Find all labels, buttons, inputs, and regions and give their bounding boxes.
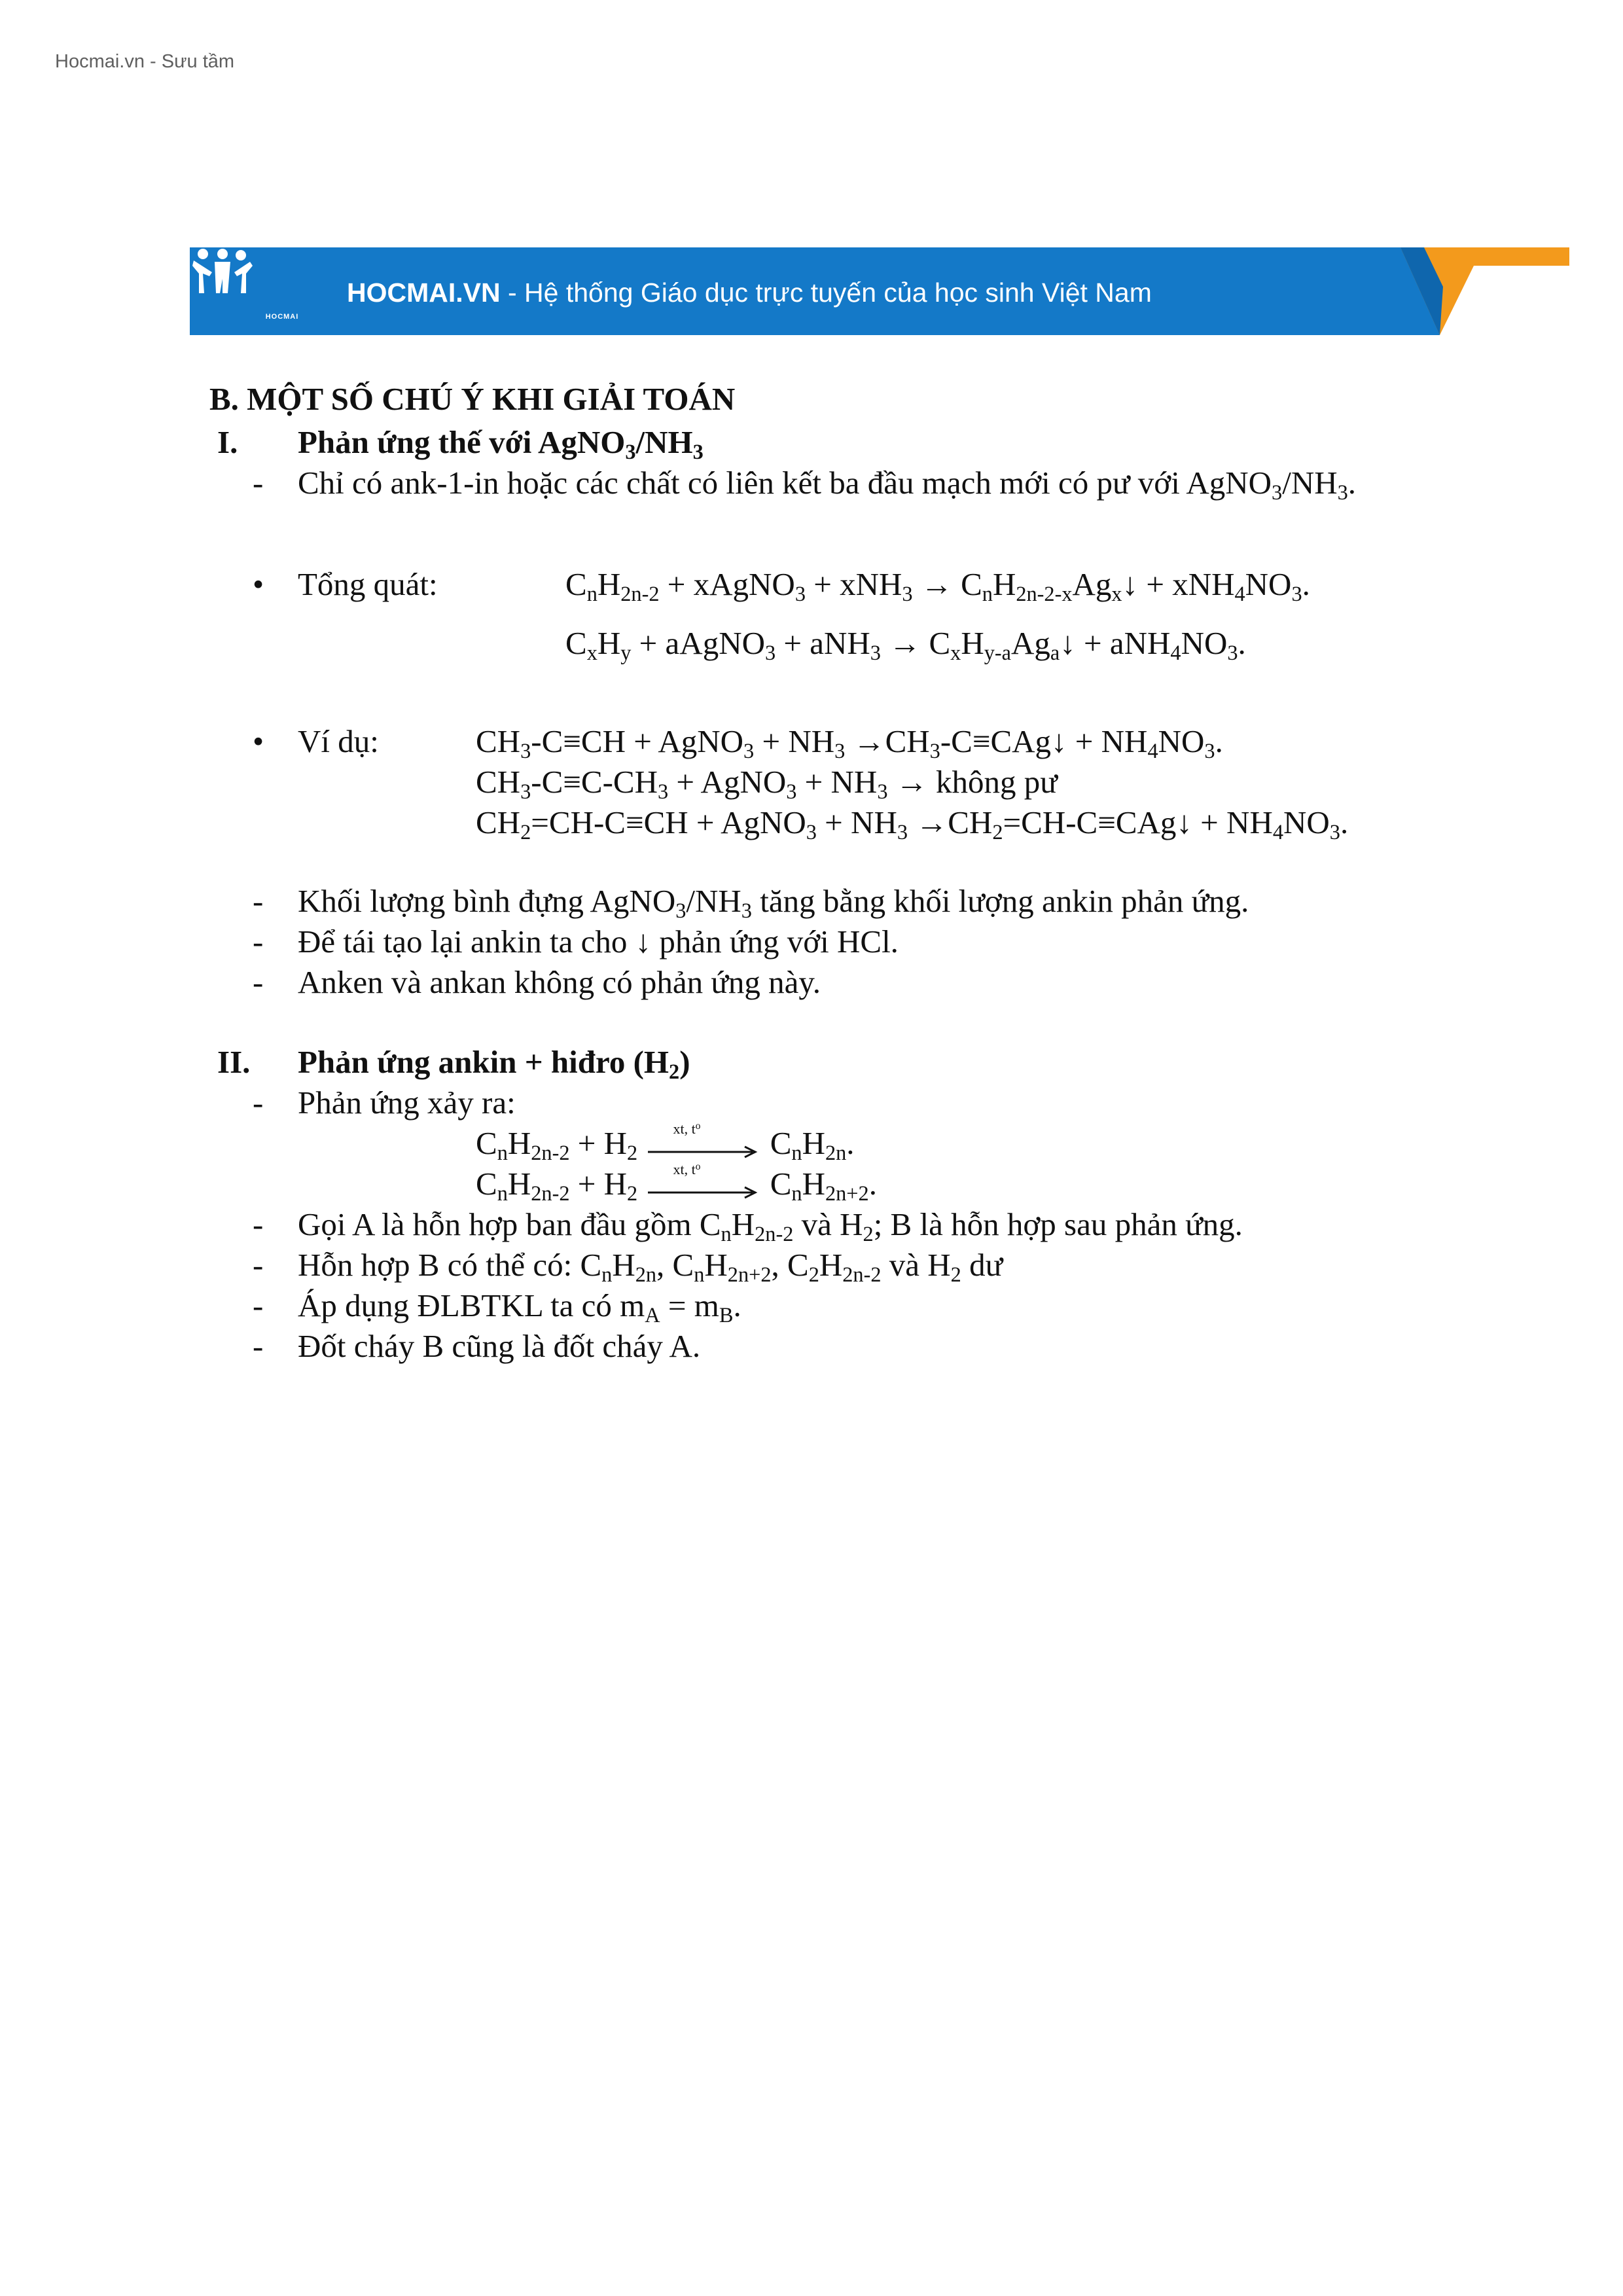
subscript: 2n-2 <box>531 1141 570 1165</box>
text-run: /NH <box>1282 465 1338 501</box>
text-run: + aAgNO <box>631 625 765 661</box>
text-run: C <box>770 1166 792 1202</box>
subscript: 3 <box>877 780 888 804</box>
text-run: C <box>770 1125 792 1161</box>
text-run: C <box>476 1166 497 1202</box>
part2-bullet-4: Đốt cháy B cũng là đốt cháy A. <box>298 1328 701 1364</box>
subscript: 2 <box>992 820 1003 844</box>
text-run: + H <box>569 1125 628 1161</box>
text-run: C <box>565 625 587 661</box>
subscript: x <box>586 641 597 665</box>
subscript: 3 <box>806 820 817 844</box>
eq1-left <box>476 1125 638 1165</box>
dash: - <box>253 1085 264 1121</box>
subscript: y <box>620 641 632 665</box>
logo-word: HOCMAI <box>265 313 299 321</box>
subscript: 2n <box>635 1263 657 1287</box>
subscript: 3 <box>897 820 908 844</box>
part1-bullet-2: Để tái tạo lại ankin ta cho ↓ phản ứng với HCl. <box>298 924 899 960</box>
banner-text <box>347 278 1152 308</box>
text-run: CH <box>476 723 521 759</box>
text-run: NO <box>1245 566 1292 602</box>
text-run: =CH-C≡CH + AgNO <box>531 804 806 840</box>
subscript: 3 <box>692 440 704 464</box>
text-run: = m <box>660 1287 719 1323</box>
text-run: Hỗn hợp B có thể có: C <box>298 1247 602 1283</box>
subscript: n <box>497 1141 508 1165</box>
subscript: 3 <box>1272 480 1283 505</box>
text-run: . <box>846 1125 855 1161</box>
text-run: H <box>802 1125 825 1161</box>
subscript: a <box>1050 641 1060 665</box>
banner-tagline: - Hệ thống Giáo dục trực tuyến của học sinh Việt Nam <box>500 278 1152 308</box>
arrow-label-sup: o <box>695 1120 701 1132</box>
text-run: + aNH <box>776 625 870 661</box>
text-run: NO <box>1158 723 1205 759</box>
subscript: x <box>950 641 961 665</box>
part2-bullet-3 <box>298 1287 741 1327</box>
eq2-left <box>476 1166 638 1206</box>
subscript: 2 <box>627 1181 638 1206</box>
subscript: n <box>497 1181 508 1206</box>
subscript: n <box>791 1181 802 1206</box>
text-run: dư <box>961 1247 1003 1283</box>
text-run: Gọi A là hỗn hợp ban đầu gồm C <box>298 1206 721 1242</box>
text-run: Ag <box>1011 625 1050 661</box>
subscript: 3 <box>786 780 797 804</box>
text-run: + NH <box>754 723 835 759</box>
text-run: . <box>1215 723 1223 759</box>
text-run: và H <box>793 1206 863 1242</box>
text-run: C <box>565 566 587 602</box>
bullet-dot: • <box>253 566 264 602</box>
text-run: H <box>597 566 621 602</box>
subscript: 2 <box>669 1060 680 1084</box>
part2-intro: Phản ứng xảy ra: <box>298 1085 516 1121</box>
text-run: . <box>733 1287 741 1323</box>
subscript: 2 <box>863 1222 874 1246</box>
part1-bullet-3: Anken và ankan không có phản ứng này. <box>298 964 821 1000</box>
dash: - <box>253 1247 264 1283</box>
subscript: n <box>791 1141 802 1165</box>
subscript: 4 <box>1272 820 1284 844</box>
text-run: NO <box>1283 804 1330 840</box>
dash: - <box>253 964 264 1000</box>
subscript: 4 <box>1170 641 1181 665</box>
text-run: H <box>802 1166 825 1202</box>
text-run: Phản ứng ankin + hiđro (H <box>298 1044 669 1080</box>
subscript: 2n-2 <box>620 582 660 606</box>
text-run: . <box>1302 566 1310 602</box>
text-run: , C <box>656 1247 694 1283</box>
bullet-dot: • <box>253 723 264 759</box>
part1-bullet-1 <box>298 883 1249 923</box>
dash: - <box>253 1328 264 1364</box>
subscript: n <box>694 1263 705 1287</box>
text-run: + NH <box>816 804 897 840</box>
text-run: H <box>819 1247 843 1283</box>
text-run: Ag <box>1072 566 1112 602</box>
text-run: H <box>961 625 984 661</box>
text-run: /NH <box>686 883 741 919</box>
text-run: H <box>597 625 621 661</box>
subscript: B <box>719 1303 734 1327</box>
text-run: + H <box>569 1166 628 1202</box>
subscript: n <box>601 1263 613 1287</box>
subscript: 2n-2 <box>755 1222 794 1246</box>
subscript: 4 <box>1234 582 1245 606</box>
subscript: 2n+2 <box>825 1181 869 1206</box>
general-equation-2 <box>565 625 1246 665</box>
part2-title <box>298 1044 690 1084</box>
brand-name: HOCMAI.VN <box>347 278 501 308</box>
eq1-right <box>770 1125 855 1165</box>
subscript: 3 <box>834 739 846 763</box>
eq2-right <box>770 1166 877 1206</box>
text-run: ; B là hỗn hợp sau phản ứng. <box>873 1206 1243 1242</box>
dash: - <box>253 465 264 501</box>
subscript: 3 <box>1291 582 1302 606</box>
subscript: 2n-2-x <box>1016 582 1073 606</box>
arrow-label <box>673 1122 700 1136</box>
subscript: 2 <box>520 820 531 844</box>
subscript: 2n-2 <box>531 1181 570 1206</box>
hocmai-logo-icon <box>190 247 253 304</box>
subscript: 3 <box>794 582 806 606</box>
subscript: 3 <box>520 739 531 763</box>
subscript: n <box>982 582 993 606</box>
part2-bullet-2 <box>298 1247 1003 1287</box>
text-run: + AgNO <box>668 764 787 800</box>
text-run: ) <box>679 1044 690 1080</box>
text-run: → C <box>912 566 982 602</box>
part1-number: I. <box>217 424 238 460</box>
text-run: ↓ + xNH <box>1122 566 1235 602</box>
reaction-arrow <box>648 1120 759 1160</box>
subscript: 2n+2 <box>727 1263 772 1287</box>
example-equation-1 <box>476 723 1223 763</box>
text-run: C <box>476 1125 497 1161</box>
arrow-label <box>673 1162 700 1177</box>
subscript: 3 <box>1337 480 1348 505</box>
text-run: -C≡CAg↓ + NH <box>940 723 1148 759</box>
subscript: 3 <box>625 440 636 464</box>
subscript: 2n <box>825 1141 847 1165</box>
text-run: Áp dụng ĐLBTKL ta có m <box>298 1287 645 1323</box>
subscript: 2n-2 <box>842 1263 882 1287</box>
subscript: x <box>1111 582 1122 606</box>
text-run: + xAgNO <box>659 566 795 602</box>
part2-bullet-1 <box>298 1206 1243 1246</box>
text-run: H <box>992 566 1016 602</box>
text-run: + xNH <box>805 566 902 602</box>
arrow-label-text: xt, t <box>673 1120 696 1137</box>
subscript: 2 <box>627 1141 638 1165</box>
subscript: 3 <box>657 780 669 804</box>
dash: - <box>253 1206 264 1242</box>
text-run: /NH <box>635 424 693 460</box>
dash: - <box>253 924 264 960</box>
reaction-arrow <box>648 1160 759 1200</box>
subscript: 3 <box>870 641 881 665</box>
hydrogenation-equation-2 <box>476 1160 877 1206</box>
subscript: 2 <box>808 1263 819 1287</box>
text-run: -C≡CH + AgNO <box>531 723 744 759</box>
text-run: NO <box>1181 625 1228 661</box>
subscript: 2 <box>950 1263 961 1287</box>
subscript: 3 <box>764 641 776 665</box>
subscript: y-a <box>984 641 1011 665</box>
section-title: B. MỘT SỐ CHÚ Ý KHI GIẢI TOÁN <box>209 381 736 417</box>
arrow-label-sup: o <box>695 1160 701 1172</box>
subscript: 3 <box>1329 820 1340 844</box>
text-run: → không pư <box>887 764 1058 800</box>
text-run: Phản ứng thế với AgNO <box>298 424 626 460</box>
text-run: H <box>731 1206 755 1242</box>
arrow-label-text: xt, t <box>673 1160 696 1177</box>
part1-note <box>298 465 1357 505</box>
hydrogenation-equation-1 <box>476 1120 855 1165</box>
right-arrow-icon <box>648 1186 759 1199</box>
subscript: 3 <box>675 899 687 923</box>
watermark: Hocmai.vn - Sưu tầm <box>55 51 235 72</box>
general-label: Tổng quát: <box>298 566 438 602</box>
text-run: H <box>612 1247 635 1283</box>
text-run: . <box>868 1166 877 1202</box>
dash: - <box>253 883 264 919</box>
hocmai-banner <box>190 247 1569 335</box>
text-run: + NH <box>796 764 878 800</box>
text-run: CH <box>476 804 521 840</box>
text-run: . <box>1347 465 1357 501</box>
text-run: . <box>1340 804 1349 840</box>
text-run: CH <box>476 764 521 800</box>
text-run: tăng bằng khối lượng ankin phản ứng. <box>751 883 1249 919</box>
part1-title <box>298 424 704 464</box>
dash: - <box>253 1287 264 1323</box>
text-run: . <box>1238 625 1246 661</box>
subscript: A <box>645 1303 660 1327</box>
text-run: →CH <box>845 723 930 759</box>
text-run: Chỉ có ank-1-in hoặc các chất có liên kết ba đầu mạch mới có pư với AgNO <box>298 465 1272 501</box>
example-equation-2 <box>476 764 1058 804</box>
text-run: -C≡C-CH <box>531 764 658 800</box>
subscript: 3 <box>1227 641 1238 665</box>
text-run: và H <box>881 1247 951 1283</box>
text-run: H <box>507 1125 531 1161</box>
text-run: H <box>507 1166 531 1202</box>
subscript: 4 <box>1147 739 1158 763</box>
text-run: H <box>704 1247 728 1283</box>
general-equation-1 <box>565 566 1310 606</box>
text-run: ↓ + aNH <box>1060 625 1171 661</box>
subscript: 3 <box>743 739 755 763</box>
subscript: 3 <box>741 899 752 923</box>
subscript: 3 <box>1204 739 1215 763</box>
example-label: Ví dụ: <box>298 723 379 759</box>
subscript: 3 <box>929 739 940 763</box>
text-run: → C <box>880 625 951 661</box>
subscript: n <box>721 1222 732 1246</box>
part2-number: II. <box>217 1044 251 1080</box>
subscript: 3 <box>902 582 913 606</box>
subscript: 3 <box>520 780 531 804</box>
right-arrow-icon <box>648 1145 759 1158</box>
text-run: →CH <box>908 804 993 840</box>
text-run: , C <box>771 1247 809 1283</box>
example-equation-3 <box>476 804 1349 844</box>
text-run: Khối lượng bình đựng AgNO <box>298 883 676 919</box>
text-run: =CH-C≡CAg↓ + NH <box>1003 804 1273 840</box>
subscript: n <box>586 582 597 606</box>
